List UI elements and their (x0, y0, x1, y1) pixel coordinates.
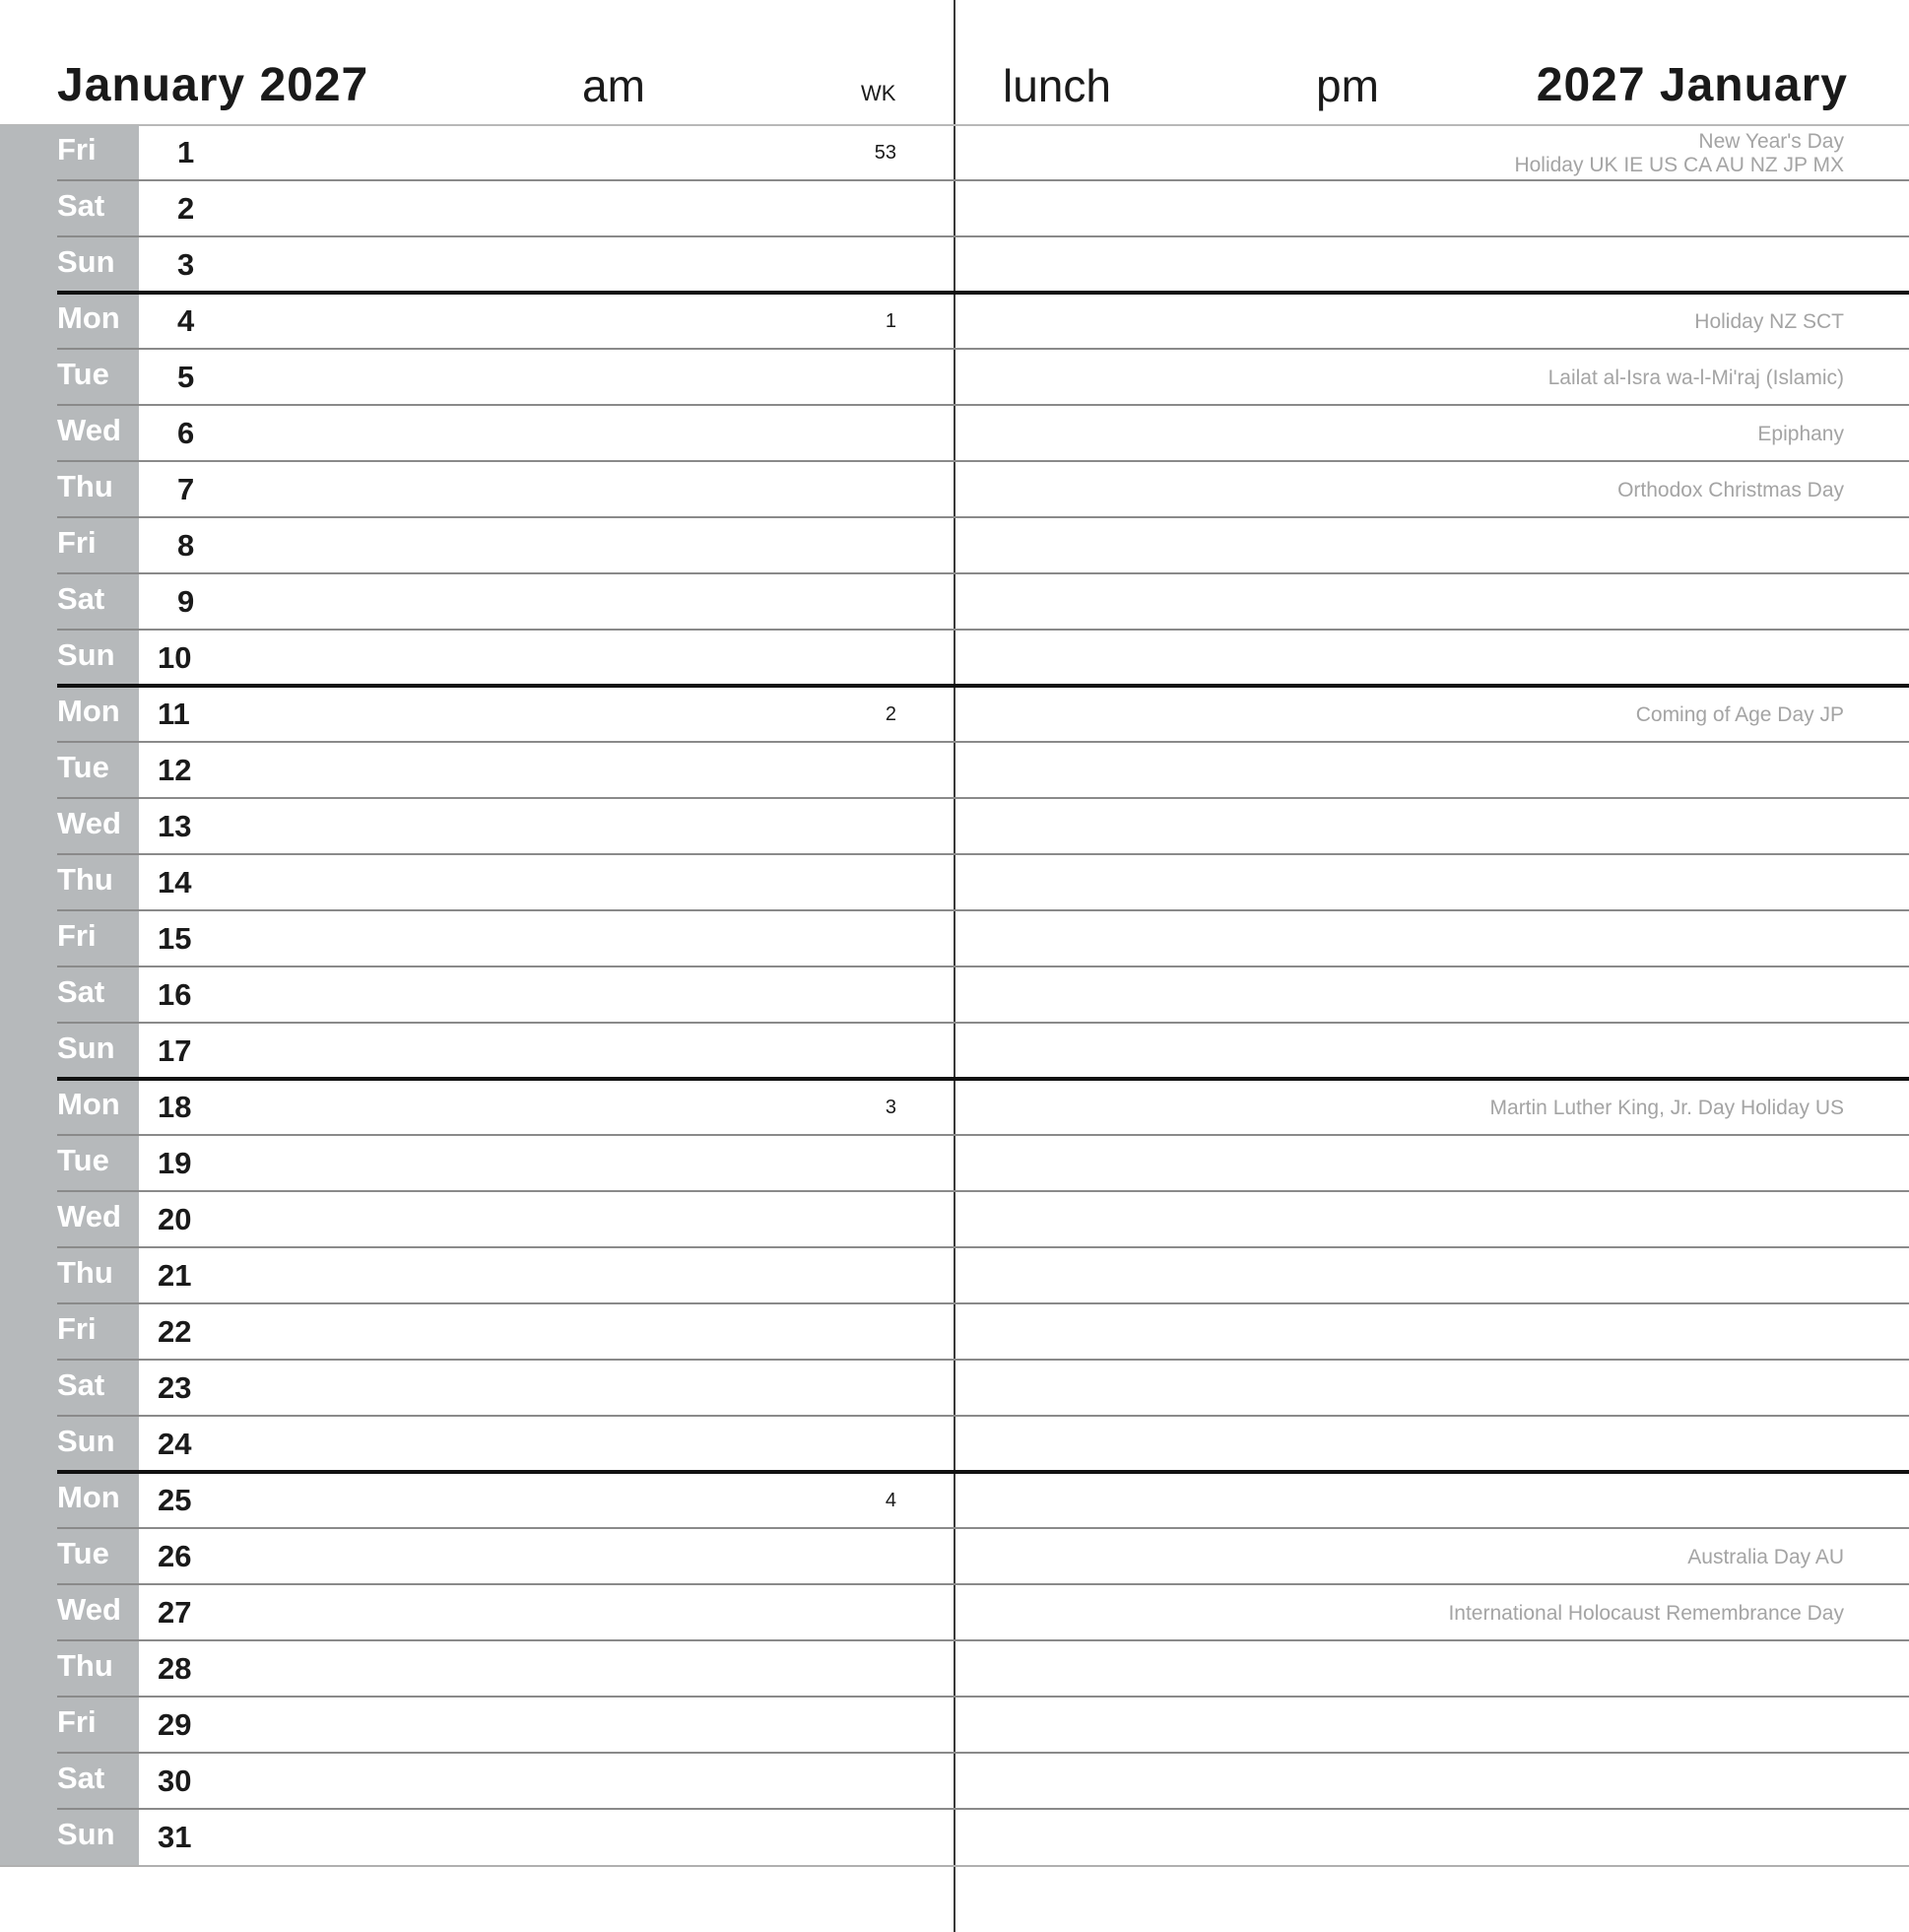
pm-label: pm (1316, 60, 1379, 111)
day-row[interactable] (0, 1304, 1909, 1361)
date-number: 10 (158, 640, 192, 675)
holiday-notes (1687, 1529, 1844, 1585)
holiday-notes (1617, 462, 1844, 518)
date-number: 23 (158, 1370, 192, 1405)
holiday-text: Epiphany (1757, 422, 1844, 445)
holiday-text: International Holocaust Remembrance Day (1448, 1601, 1844, 1625)
date-number: 12 (158, 753, 192, 787)
day-rows (0, 125, 1909, 1866)
holiday-notes (1448, 1585, 1844, 1641)
lunch-label: lunch (1003, 60, 1111, 111)
day-row[interactable] (0, 462, 1909, 518)
date-number: 28 (158, 1651, 192, 1686)
day-row[interactable] (0, 687, 1909, 743)
weekday-label: Wed (57, 1199, 121, 1233)
day-row[interactable] (0, 1810, 1909, 1866)
date-number: 5 (177, 360, 195, 394)
day-row[interactable] (0, 1136, 1909, 1192)
weekday-label: Fri (57, 1704, 97, 1739)
weekday-label: Thu (57, 1648, 113, 1683)
holiday-notes (1490, 1080, 1844, 1136)
week-separator (57, 1470, 1909, 1474)
weekday-label: Sun (57, 1031, 115, 1065)
weekday-label: Tue (57, 1536, 109, 1570)
day-row[interactable] (0, 574, 1909, 631)
holiday-text: Australia Day AU (1687, 1545, 1844, 1568)
weekday-label: Sat (57, 188, 105, 223)
week-separator (0, 1865, 1909, 1867)
day-row[interactable] (0, 1529, 1909, 1585)
week-number: 3 (885, 1097, 896, 1118)
weekday-label: Sun (57, 1817, 115, 1851)
holiday-notes (1694, 294, 1844, 350)
holiday-text: New Year's Day (1698, 129, 1844, 153)
date-number: 16 (158, 977, 192, 1012)
holiday-notes (1636, 687, 1844, 743)
weekday-label: Fri (57, 132, 97, 167)
weekday-label: Fri (57, 1311, 97, 1346)
holiday-text: Orthodox Christmas Day (1617, 478, 1844, 501)
day-row[interactable] (0, 1754, 1909, 1810)
date-number: 19 (158, 1146, 192, 1180)
day-row[interactable] (0, 1361, 1909, 1417)
holiday-text: Coming of Age Day JP (1635, 702, 1844, 726)
weekday-label: Mon (57, 300, 120, 335)
weekday-label: Sun (57, 637, 115, 672)
day-row[interactable] (0, 911, 1909, 967)
day-row[interactable] (0, 1417, 1909, 1473)
day-row[interactable] (0, 125, 1909, 181)
weekday-label: Tue (57, 750, 109, 784)
date-number: 7 (177, 472, 195, 506)
weekday-label: Sun (57, 244, 115, 279)
day-row[interactable] (0, 181, 1909, 237)
date-number: 2 (177, 191, 195, 226)
day-row[interactable] (0, 518, 1909, 574)
week-number: 4 (885, 1490, 896, 1511)
date-number: 30 (158, 1764, 192, 1798)
weekday-label: Fri (57, 918, 97, 953)
holiday-notes (1757, 406, 1844, 462)
week-separator (57, 291, 1909, 295)
weekday-label: Thu (57, 1255, 113, 1290)
holiday-text: Martin Luther King, Jr. Day Holiday US (1489, 1096, 1844, 1119)
month-title-left: January 2027 (57, 59, 369, 111)
week-separator (57, 684, 1909, 688)
weekday-label: Mon (57, 1480, 120, 1514)
date-number: 29 (158, 1707, 192, 1742)
weekday-label: Sat (57, 974, 105, 1009)
weekday-label: Wed (57, 806, 121, 840)
weekday-label: Sat (57, 1761, 105, 1795)
day-row[interactable] (0, 237, 1909, 294)
week-column-label: WK (861, 81, 896, 105)
week-separator (57, 1077, 1909, 1081)
weekday-label: Thu (57, 469, 113, 503)
week-number: 1 (885, 310, 896, 332)
week-number: 2 (885, 703, 896, 725)
day-row[interactable] (0, 294, 1909, 350)
day-row[interactable] (0, 1585, 1909, 1641)
day-row[interactable] (0, 1641, 1909, 1698)
date-number: 17 (158, 1033, 192, 1068)
date-number: 24 (158, 1427, 192, 1461)
date-number: 8 (177, 528, 195, 563)
day-row[interactable] (0, 1080, 1909, 1136)
am-label: am (582, 60, 645, 111)
date-number: 3 (177, 247, 195, 282)
date-number: 15 (158, 921, 192, 956)
day-row[interactable] (0, 799, 1909, 855)
day-row[interactable] (0, 967, 1909, 1024)
date-number: 11 (158, 697, 190, 731)
weekday-label: Tue (57, 1143, 109, 1177)
date-number: 14 (158, 865, 192, 899)
date-number: 21 (158, 1258, 192, 1293)
weekday-label: Wed (57, 413, 121, 447)
date-number: 9 (177, 584, 195, 619)
day-row[interactable] (0, 1473, 1909, 1529)
day-row[interactable] (0, 1698, 1909, 1754)
day-row[interactable] (0, 743, 1909, 799)
date-number: 20 (158, 1202, 192, 1236)
day-row[interactable] (0, 350, 1909, 406)
month-title-right: 2027 January (1536, 59, 1848, 111)
weekday-label: Mon (57, 1087, 120, 1121)
weekday-label: Thu (57, 862, 113, 897)
day-row[interactable] (0, 406, 1909, 462)
date-number: 26 (158, 1539, 192, 1573)
holiday-notes (1548, 350, 1844, 406)
holiday-text: Holiday NZ SCT (1694, 309, 1844, 333)
holiday-text: Lailat al-Isra wa-l-Mi'raj (Islamic) (1547, 366, 1844, 389)
date-number: 1 (177, 135, 195, 169)
date-number: 6 (177, 416, 195, 450)
week-number: 53 (874, 142, 896, 164)
day-row[interactable] (0, 855, 1909, 911)
day-row[interactable] (0, 1192, 1909, 1248)
day-row[interactable] (0, 1248, 1909, 1304)
holiday-notes (1514, 125, 1844, 181)
holiday-text: Holiday UK IE US CA AU NZ JP MX (1514, 153, 1844, 176)
weekday-label: Sat (57, 581, 105, 616)
weekday-label: Tue (57, 357, 109, 391)
date-number: 4 (177, 303, 195, 338)
day-row[interactable] (0, 1024, 1909, 1080)
weekday-label: Sat (57, 1367, 105, 1402)
date-number: 18 (158, 1090, 192, 1124)
day-row[interactable] (0, 631, 1909, 687)
date-number: 27 (158, 1595, 192, 1630)
weekday-label: Fri (57, 525, 97, 560)
weekday-label: Sun (57, 1424, 115, 1458)
date-number: 13 (158, 809, 192, 843)
weekday-label: Wed (57, 1592, 121, 1627)
date-number: 22 (158, 1314, 192, 1349)
weekday-label: Mon (57, 694, 120, 728)
date-number: 31 (158, 1820, 192, 1854)
date-number: 25 (158, 1483, 192, 1517)
